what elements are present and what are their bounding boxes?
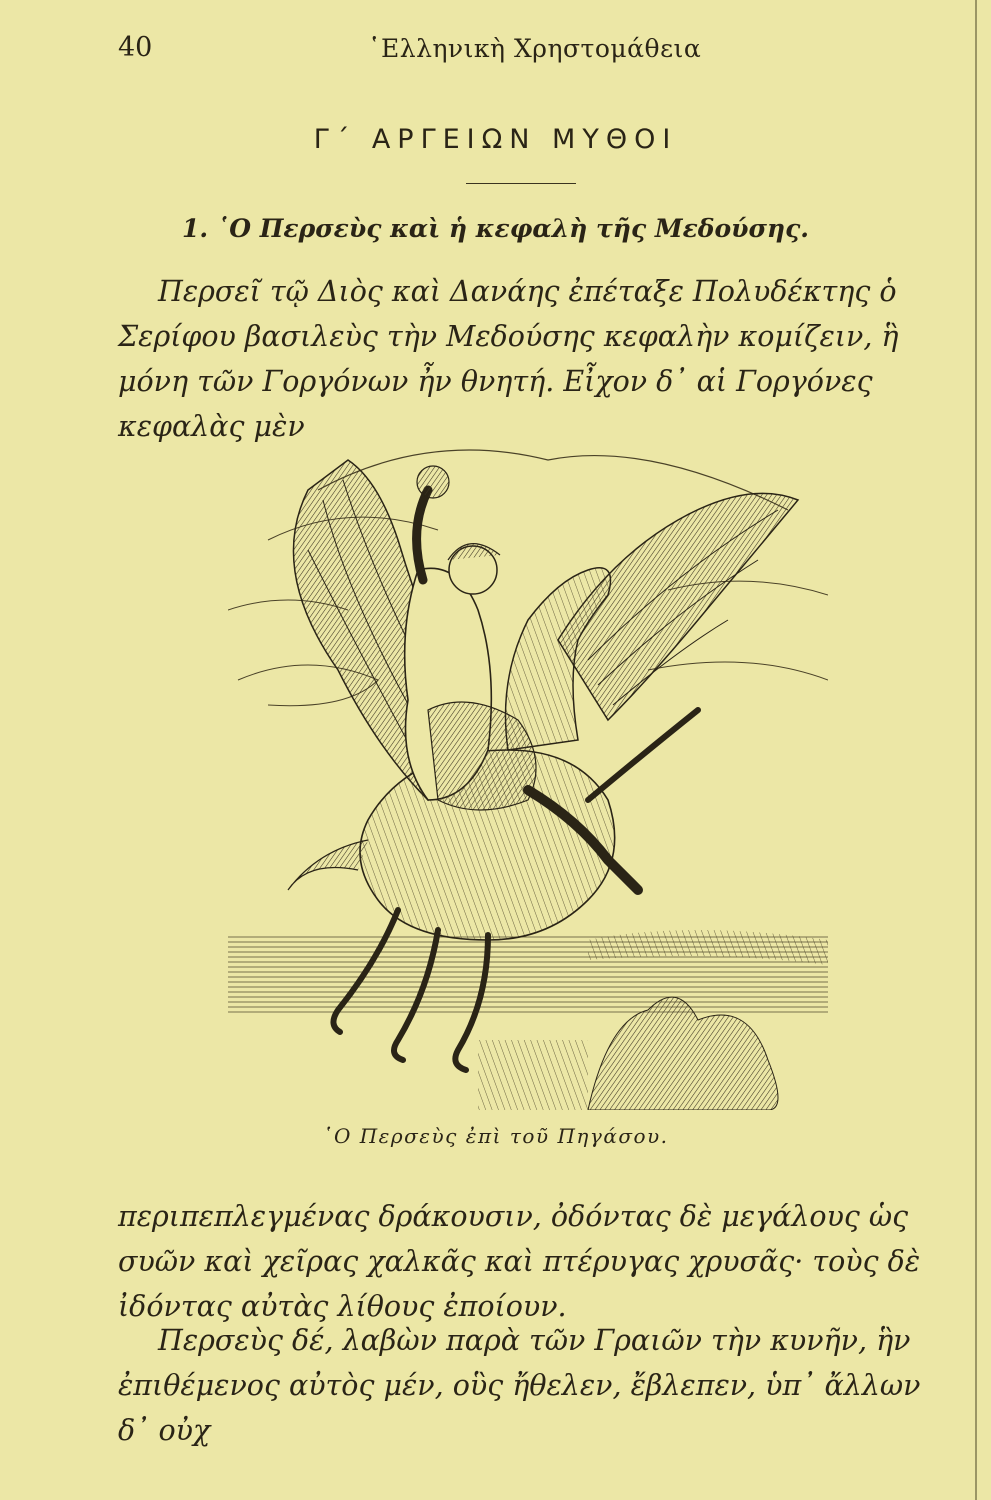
section-title: Γ΄ ΑΡΓΕΙΩΝ ΜΥΘΟΙ: [313, 124, 678, 155]
title-rule: [466, 183, 576, 184]
paragraph-2: περιπεπλεγμένας δράκουσιν, ὀδόντας δὲ μεγάλους ὡς συῶν καὶ χεῖρας χαλκᾶς καὶ πτέρυγας χρυσᾶς· τοὺς δὲ ἰδόντας αὐτὰς λίθους ἐποίουν.: [118, 1200, 921, 1323]
story-heading: 1. ῾Ο Περσεὺς καὶ ἡ κεφαλὴ τῆς Μεδούσης.: [181, 214, 809, 243]
paragraph-3: Περσεὺς δέ, λαβὼν παρὰ τῶν Γραιῶν τὴν κυνῆν, ἣν ἐπιθέμενος αὐτὸς μέν, οὓς ἤθελεν, ἔβλεπεν, ὑπ᾽ ἄλλων δ᾽ οὐχ: [118, 1324, 921, 1447]
page-header: [118, 26, 938, 76]
figure-caption: ῾Ο Περσεὺς ἐπὶ τοῦ Πηγάσου.: [322, 1124, 669, 1148]
page-number: 40: [118, 32, 153, 63]
running-title: ῾Ελληνικὴ Χρηστομάθεια: [368, 34, 702, 63]
perseus-pegasus-engraving: [228, 420, 828, 1110]
paragraph-1: Περσεῖ τῷ Διὸς καὶ Δανάης ἐπέταξε Πολυδέκτης ὁ Σερίφου βασιλεὺς τὴν Μεδούσης κεφαλὴν κομίζειν, ἣ μόνη τῶν Γοργόνων ἦν θνητή. Εἶχον δ᾽ αἱ Γοργόνες κεφαλὰς μὲν: [118, 275, 899, 443]
